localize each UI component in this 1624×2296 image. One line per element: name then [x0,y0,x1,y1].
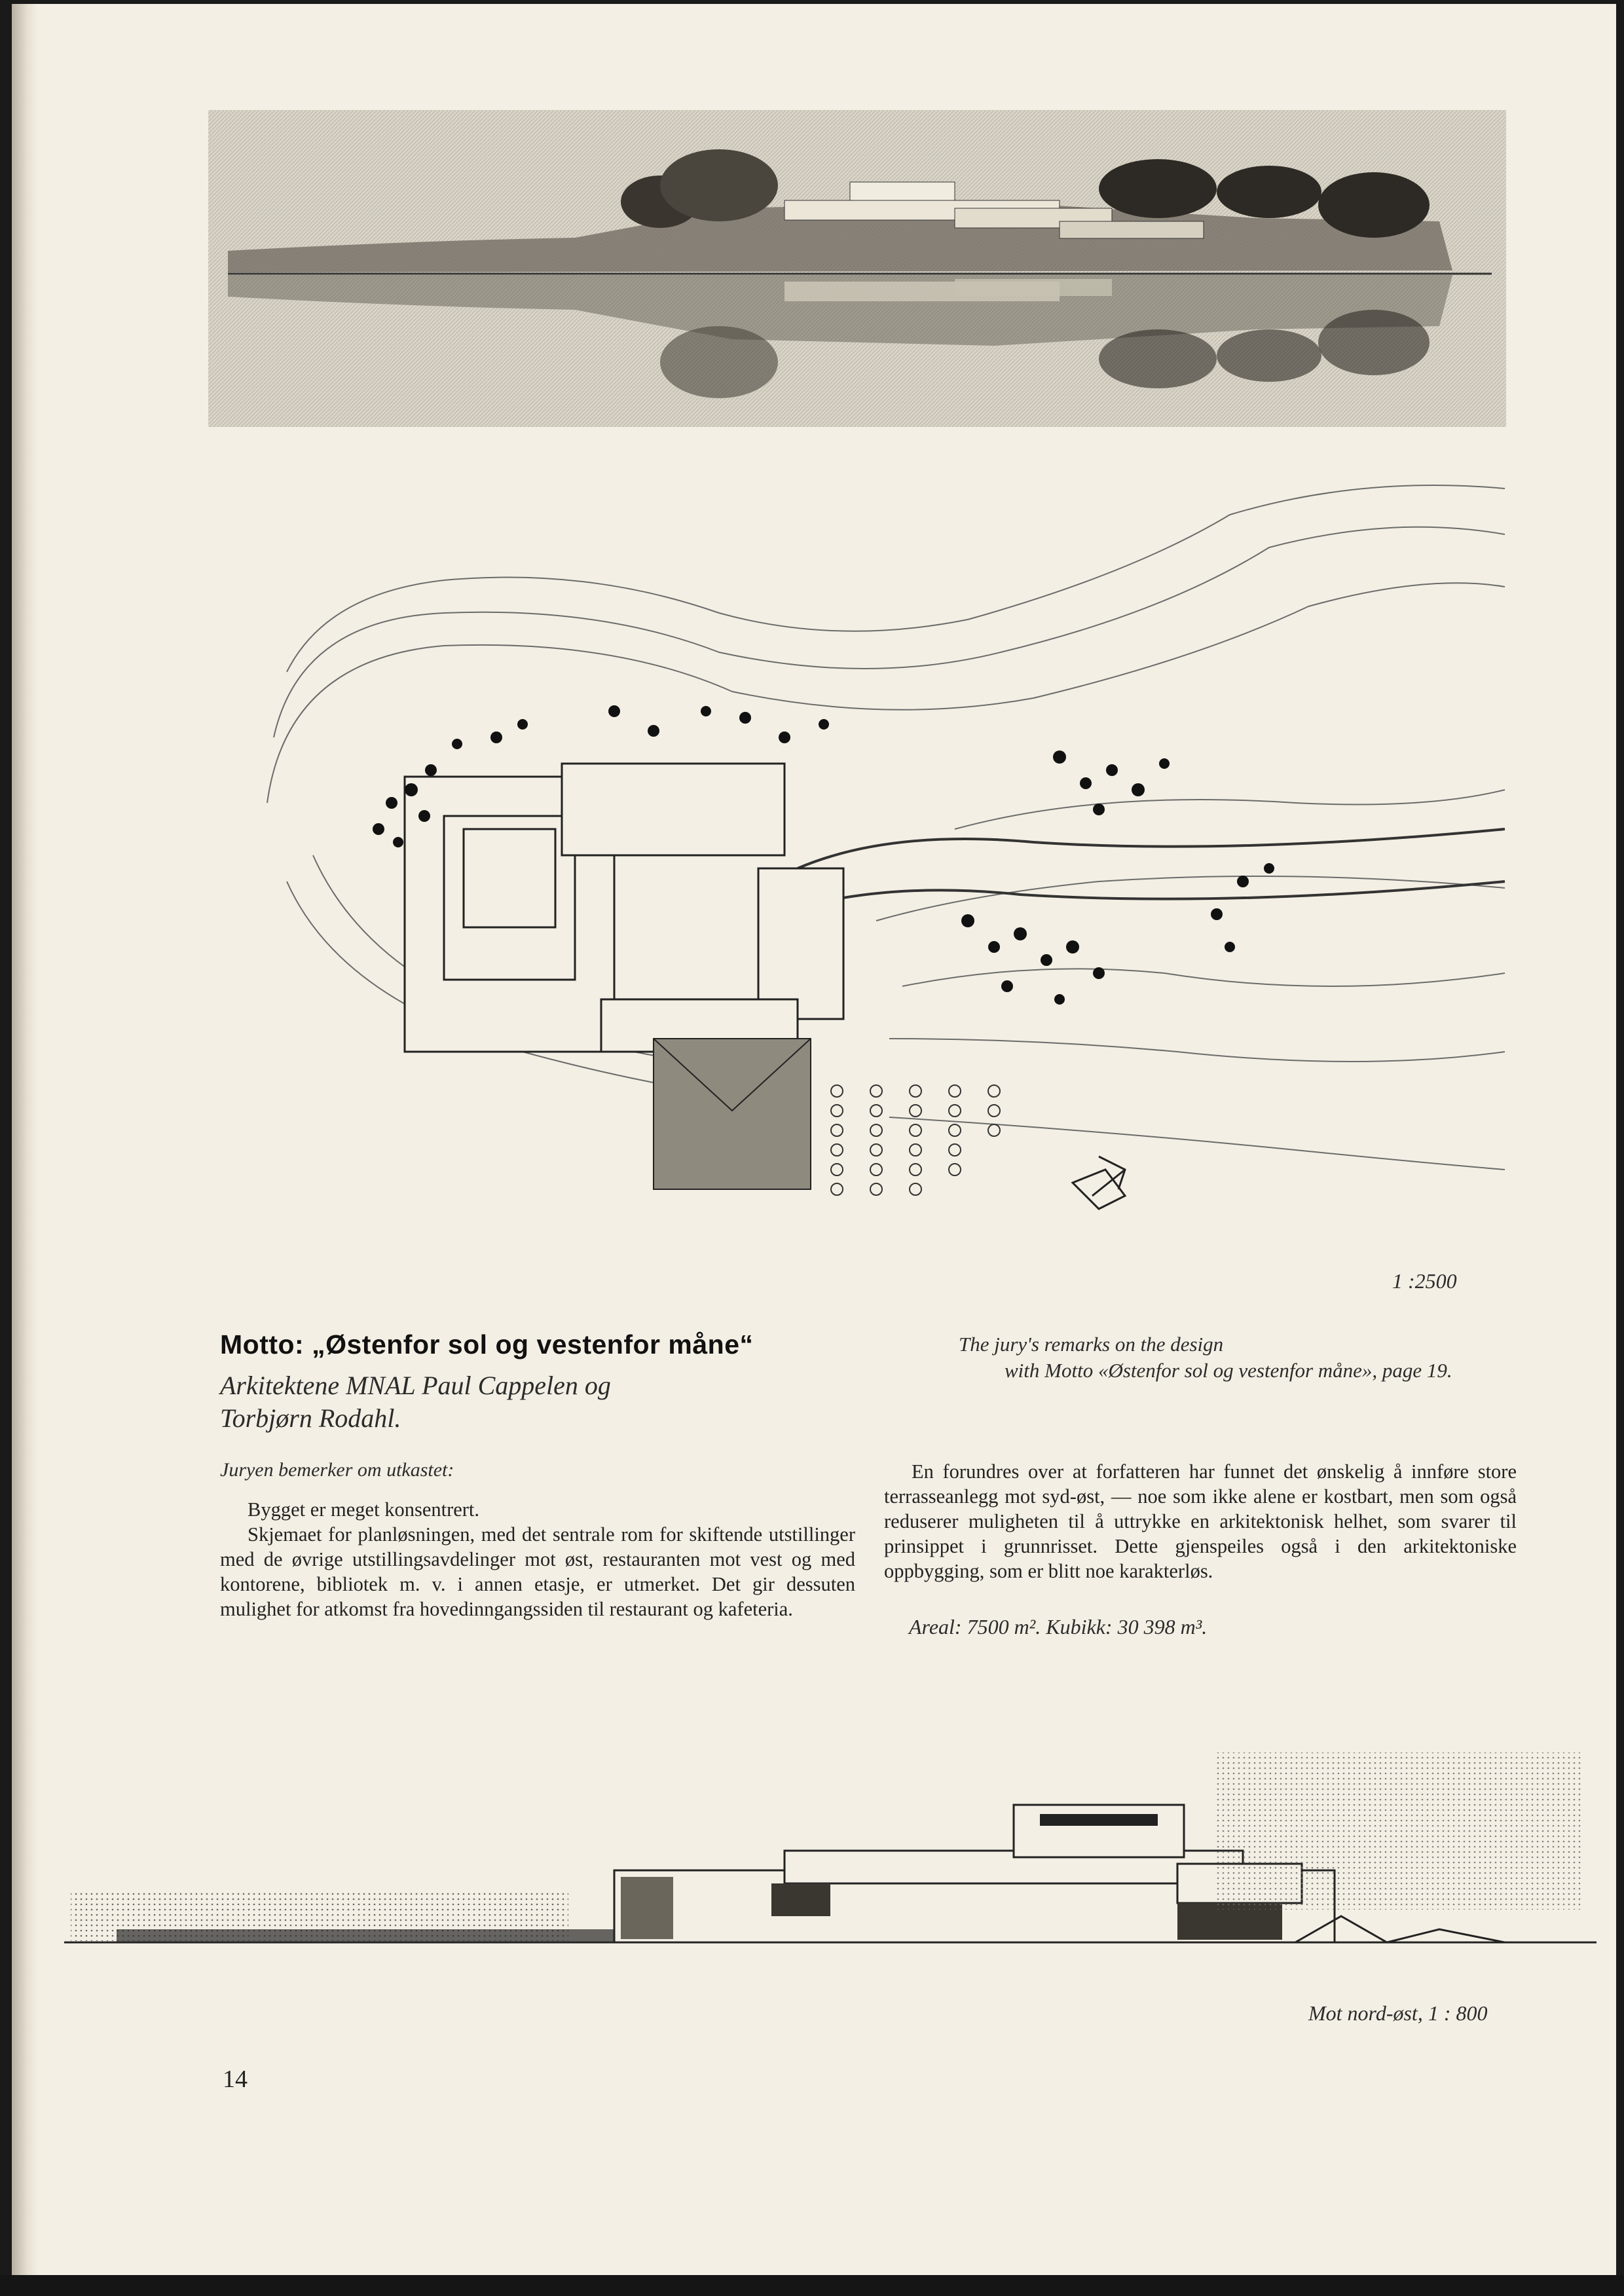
architects-line-2: Torbjørn Rodahl. [220,1403,401,1433]
paragraph-bygget: Bygget er meget konsentrert. [248,1498,480,1521]
perspective-drawing [208,110,1506,427]
paragraph-forundres: En forundres over at forfatteren har funnet det ønskelig å innføre store terrasseanlegg mot syd-øst, — noe som ikke alene er kostbart, men som også reduserer muligheten til å uttrykke en arkitektonisk helhet, som svarer til prinsippet i grunnrisset. Dette gjenspeiles også i den arkitektoniske oppbygging, som er blitt noe karakterløs. [884,1460,1517,1582]
paragraph-skjemaet: Skjemaet for planløsningen, med det sentrale rom for skiftende utstillinger med de øvrige utstillingsavdelinger mot øst, restauranten mot vest og med kontorene, bibliotek m. v. i annen etasje, er utmerket. Det gir dessuten mulighet for atkomst fra hovedinngangssiden til restaurant og kafeteria. [220,1523,855,1620]
scan-bottom-edge [0,2275,1624,2296]
jury-remarks-heading: Juryen bemerker om utkastet: [220,1459,454,1481]
architects-credit [220,1369,809,1435]
north-arrow-icon [1073,1157,1125,1209]
elevation-drawing [64,1746,1596,1995]
page-number: 14 [223,2065,248,2093]
plan-scale-label: 1 :2500 [1392,1269,1457,1293]
english-note-line-2: with Motto «Østenfor sol og vestenfor måne», page 19. [1005,1359,1452,1382]
page [12,4,1616,2275]
architects-line-1: Arkitektene MNAL Paul Cappelen og [220,1371,611,1400]
area-volume-line: Areal: 7500 m². Kubikk: 30 398 m³. [909,1615,1208,1639]
right-text-column [884,1459,1517,1583]
motto-heading: Motto: „Østenfor sol og vestenfor måne“ [220,1329,754,1360]
book-binding-shadow [12,4,38,2275]
left-text-column [220,1497,855,1621]
elevation-caption: Mot nord-øst, 1 : 800 [1308,2001,1488,2025]
english-note-line-1: The jury's remarks on the design [959,1333,1224,1356]
english-jury-note [950,1331,1513,1384]
site-plan-drawing [248,462,1511,1274]
